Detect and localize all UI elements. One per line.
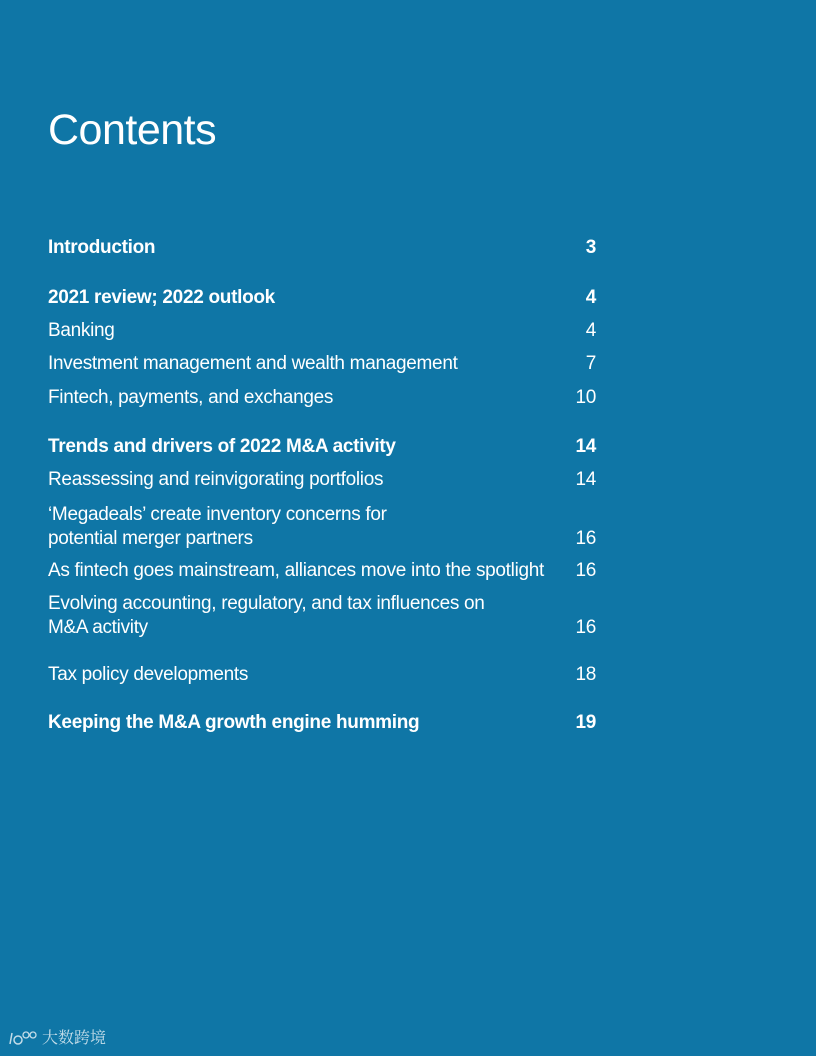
toc-entry-page: 16: [575, 528, 596, 549]
toc-entry-page: 3: [585, 237, 596, 258]
toc-entry-page: 4: [585, 320, 596, 341]
toc-entry-page: 19: [575, 712, 596, 733]
toc-entry-text: Introduction: [48, 237, 156, 258]
watermark-logo-icon: [8, 1029, 38, 1049]
toc-entry-page: 16: [575, 560, 596, 581]
page-title: Contents: [48, 106, 217, 154]
watermark: [8, 1028, 106, 1050]
toc-entry-fintech-alliances[interactable]: [48, 559, 596, 583]
toc-entry-investment-management[interactable]: [48, 352, 596, 376]
toc-entry-page: 18: [575, 664, 596, 685]
toc-entry-text: As fintech goes mainstream, alliances move into the spotlight: [48, 560, 545, 581]
toc-entry-text: Reassessing and reinvigorating portfolios: [48, 469, 384, 490]
watermark-text: 大数跨境: [42, 1030, 107, 1047]
toc-entry-text: Trends and drivers of 2022 M&A activity: [48, 436, 396, 457]
toc-entry-fintech-payments[interactable]: [48, 386, 596, 410]
toc-entry-page: 7: [585, 353, 596, 374]
toc-entry-page: 14: [575, 469, 596, 490]
toc-entry-text: 2021 review; 2022 outlook: [48, 287, 275, 308]
toc-entry-2021-review[interactable]: [48, 286, 596, 310]
toc-entry-tax-policy[interactable]: [48, 663, 596, 687]
toc-entry-trends-drivers[interactable]: [48, 435, 596, 459]
toc-entry-page: 16: [575, 617, 596, 638]
toc-entry-text: Keeping the M&A growth engine humming: [48, 712, 420, 733]
toc-entry-text: Evolving accounting, regulatory, and tax influences on M&A activity: [48, 593, 485, 638]
toc-entry-text: ‘Megadeals’ create inventory concerns for potential merger partners: [48, 504, 387, 549]
toc-entry-text: Investment management and wealth management: [48, 353, 458, 374]
toc-entry-page: 10: [575, 387, 596, 408]
toc-entry-page: 14: [575, 436, 596, 457]
toc-entry-introduction[interactable]: [48, 236, 596, 260]
toc-entry-banking[interactable]: [48, 319, 596, 343]
toc-entry-megadeals[interactable]: [48, 503, 596, 551]
toc-entry-text: Banking: [48, 320, 115, 341]
toc-entry-page: 4: [585, 287, 596, 308]
toc-entry-evolving-influences[interactable]: [48, 592, 596, 640]
toc-entry-text: Tax policy developments: [48, 664, 249, 685]
toc-entry-growth-engine[interactable]: [48, 711, 596, 735]
toc-entry-text: Fintech, payments, and exchanges: [48, 387, 334, 408]
toc-entry-reassessing-portfolios[interactable]: [48, 468, 596, 492]
